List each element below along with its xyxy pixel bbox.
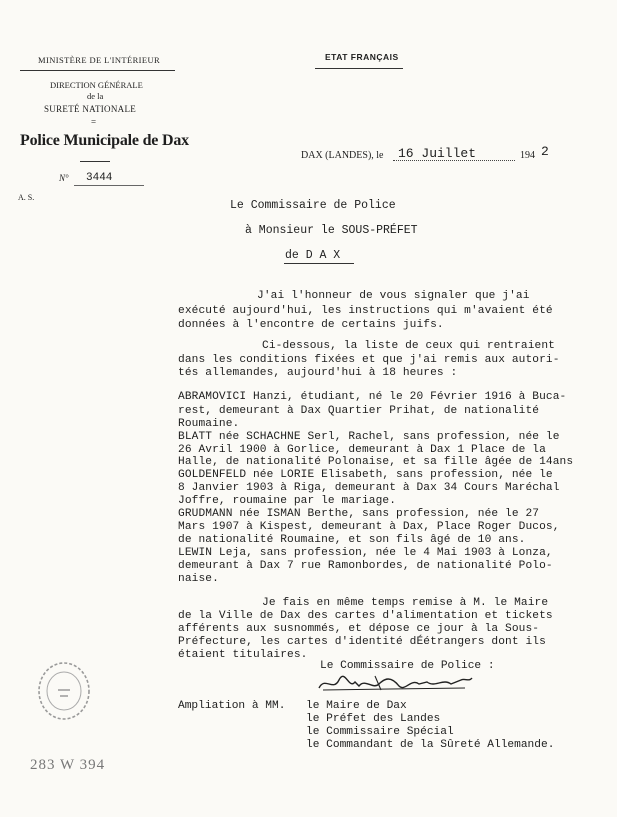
list-line: LEWIN Leja, sans profession, née le 4 Mai 1903 à Lonza, [178,547,553,559]
list-line: ABRAMOVICI Hanzi, étudiant, né le 20 Février 1916 à Buca- [178,391,567,403]
file-number-underline [74,185,144,186]
list-line: GOLDENFELD née LORIE Elisabeth, sans profession, née le [178,469,553,481]
number-label: N° [59,173,69,183]
p1-line-3: données à l'encontre de certains juifs. [178,319,444,331]
state-title: ETAT FRANÇAIS [325,52,399,62]
recipient-line-3: de D A X [285,249,341,262]
ampliation-recipient: le Commandant de la Sûreté Allemande. [306,739,555,751]
ampliation-label: Ampliation à MM. [178,700,286,712]
p3-line-4: Préfecture, les cartes d'identité dÉétrangers dont ils [178,636,546,648]
p2-line-1: Ci-dessous, la liste de ceux qui rentraient [262,340,555,352]
place-label: DAX (LANDES), le [301,150,384,161]
separator-mark: = [91,117,97,127]
signature-title: Le Commissaire de Police : [320,660,495,672]
list-line: rest, demeurant à Dax Quartier Prihat, de nationalité [178,405,540,417]
recipient-line-1: Le Commissaire de Police [230,199,396,212]
list-line: Halle, de nationalité Polonaise, et sa fille âgée de 14ans [178,456,574,468]
recipient-underline [284,263,354,264]
p3-line-2: de la Ville de Dax des cartes d'alimentation et tickets [178,610,553,622]
archive-stamp-icon [36,660,92,722]
list-line: GRUDMANN née ISMAN Berthe, sans profession, née le 27 [178,508,540,520]
list-line: Mars 1907 à Kispest, demeurant à Dax, Place Roger Ducos, [178,521,560,533]
p3-line-1: Je fais en même temps remise à M. le Maire [262,597,549,609]
list-line: demeurant à Dax 7 rue Ramonbordes, de nationalité Polo- [178,560,553,572]
p2-line-2: dans les conditions fixées et que j'ai remis aux autori- [178,354,560,366]
list-line: BLATT née SCHACHNE Serl, Rachel, sans profession, née le [178,431,560,443]
p3-line-3: afférents aux susnommés, et dépose ce jour à la Sous- [178,623,540,635]
recipient-line-2: à Monsieur le SOUS-PRÉFET [245,224,418,237]
direction-line-2: de la [87,91,104,101]
police-underline [80,161,110,162]
list-line: Joffre, roumaine par le mariage. [178,495,397,507]
police-title: Police Municipale de Dax [20,132,189,149]
direction-line-1: DIRECTION GÉNÉRALE [50,80,143,90]
archive-margin-note: 283 W 394 [30,757,106,773]
list-line: de nationalité Roumaine, et son fils âgé de 10 ans. [178,534,526,546]
state-underline [315,68,403,69]
p1-line-1: J'ai l'honneur de vous signaler que j'ai [257,290,530,302]
list-line: 8 Janvier 1903 à Riga, demeurant à Dax 34 Cours Maréchal [178,482,560,494]
signature-scrawl [315,672,475,694]
initials: A. S. [18,193,35,202]
list-line: naise. [178,573,219,585]
date-underline [393,160,515,161]
ampliation-recipient: le Maire de Dax [306,700,407,712]
list-line: 26 Avril 1900 à Gorlice, demeurant à Dax 1 Place de la [178,444,546,456]
p3-line-5: étaient titulaires. [178,649,308,661]
file-number: 3444 [86,172,113,184]
direction-line-3: SURETÉ NATIONALE [44,104,137,114]
ampliation-recipient: le Commissaire Spécial [306,726,454,738]
p2-line-3: tés allemandes, aujourd'hui à 18 heures : [178,367,458,379]
list-line: Roumaine. [178,418,240,430]
letterhead-rule [20,70,175,71]
year-printed: 194 [520,150,535,161]
year-digit: 2 [541,144,549,159]
ampliation-recipient: le Préfet des Landes [306,713,441,725]
date-value: 16 Juillet [398,146,477,161]
ministry-title: MINISTÈRE DE L'INTÉRIEUR [38,55,161,65]
p1-line-2: exécuté aujourd'hui, les instructions qui m'avaient été [178,305,553,317]
